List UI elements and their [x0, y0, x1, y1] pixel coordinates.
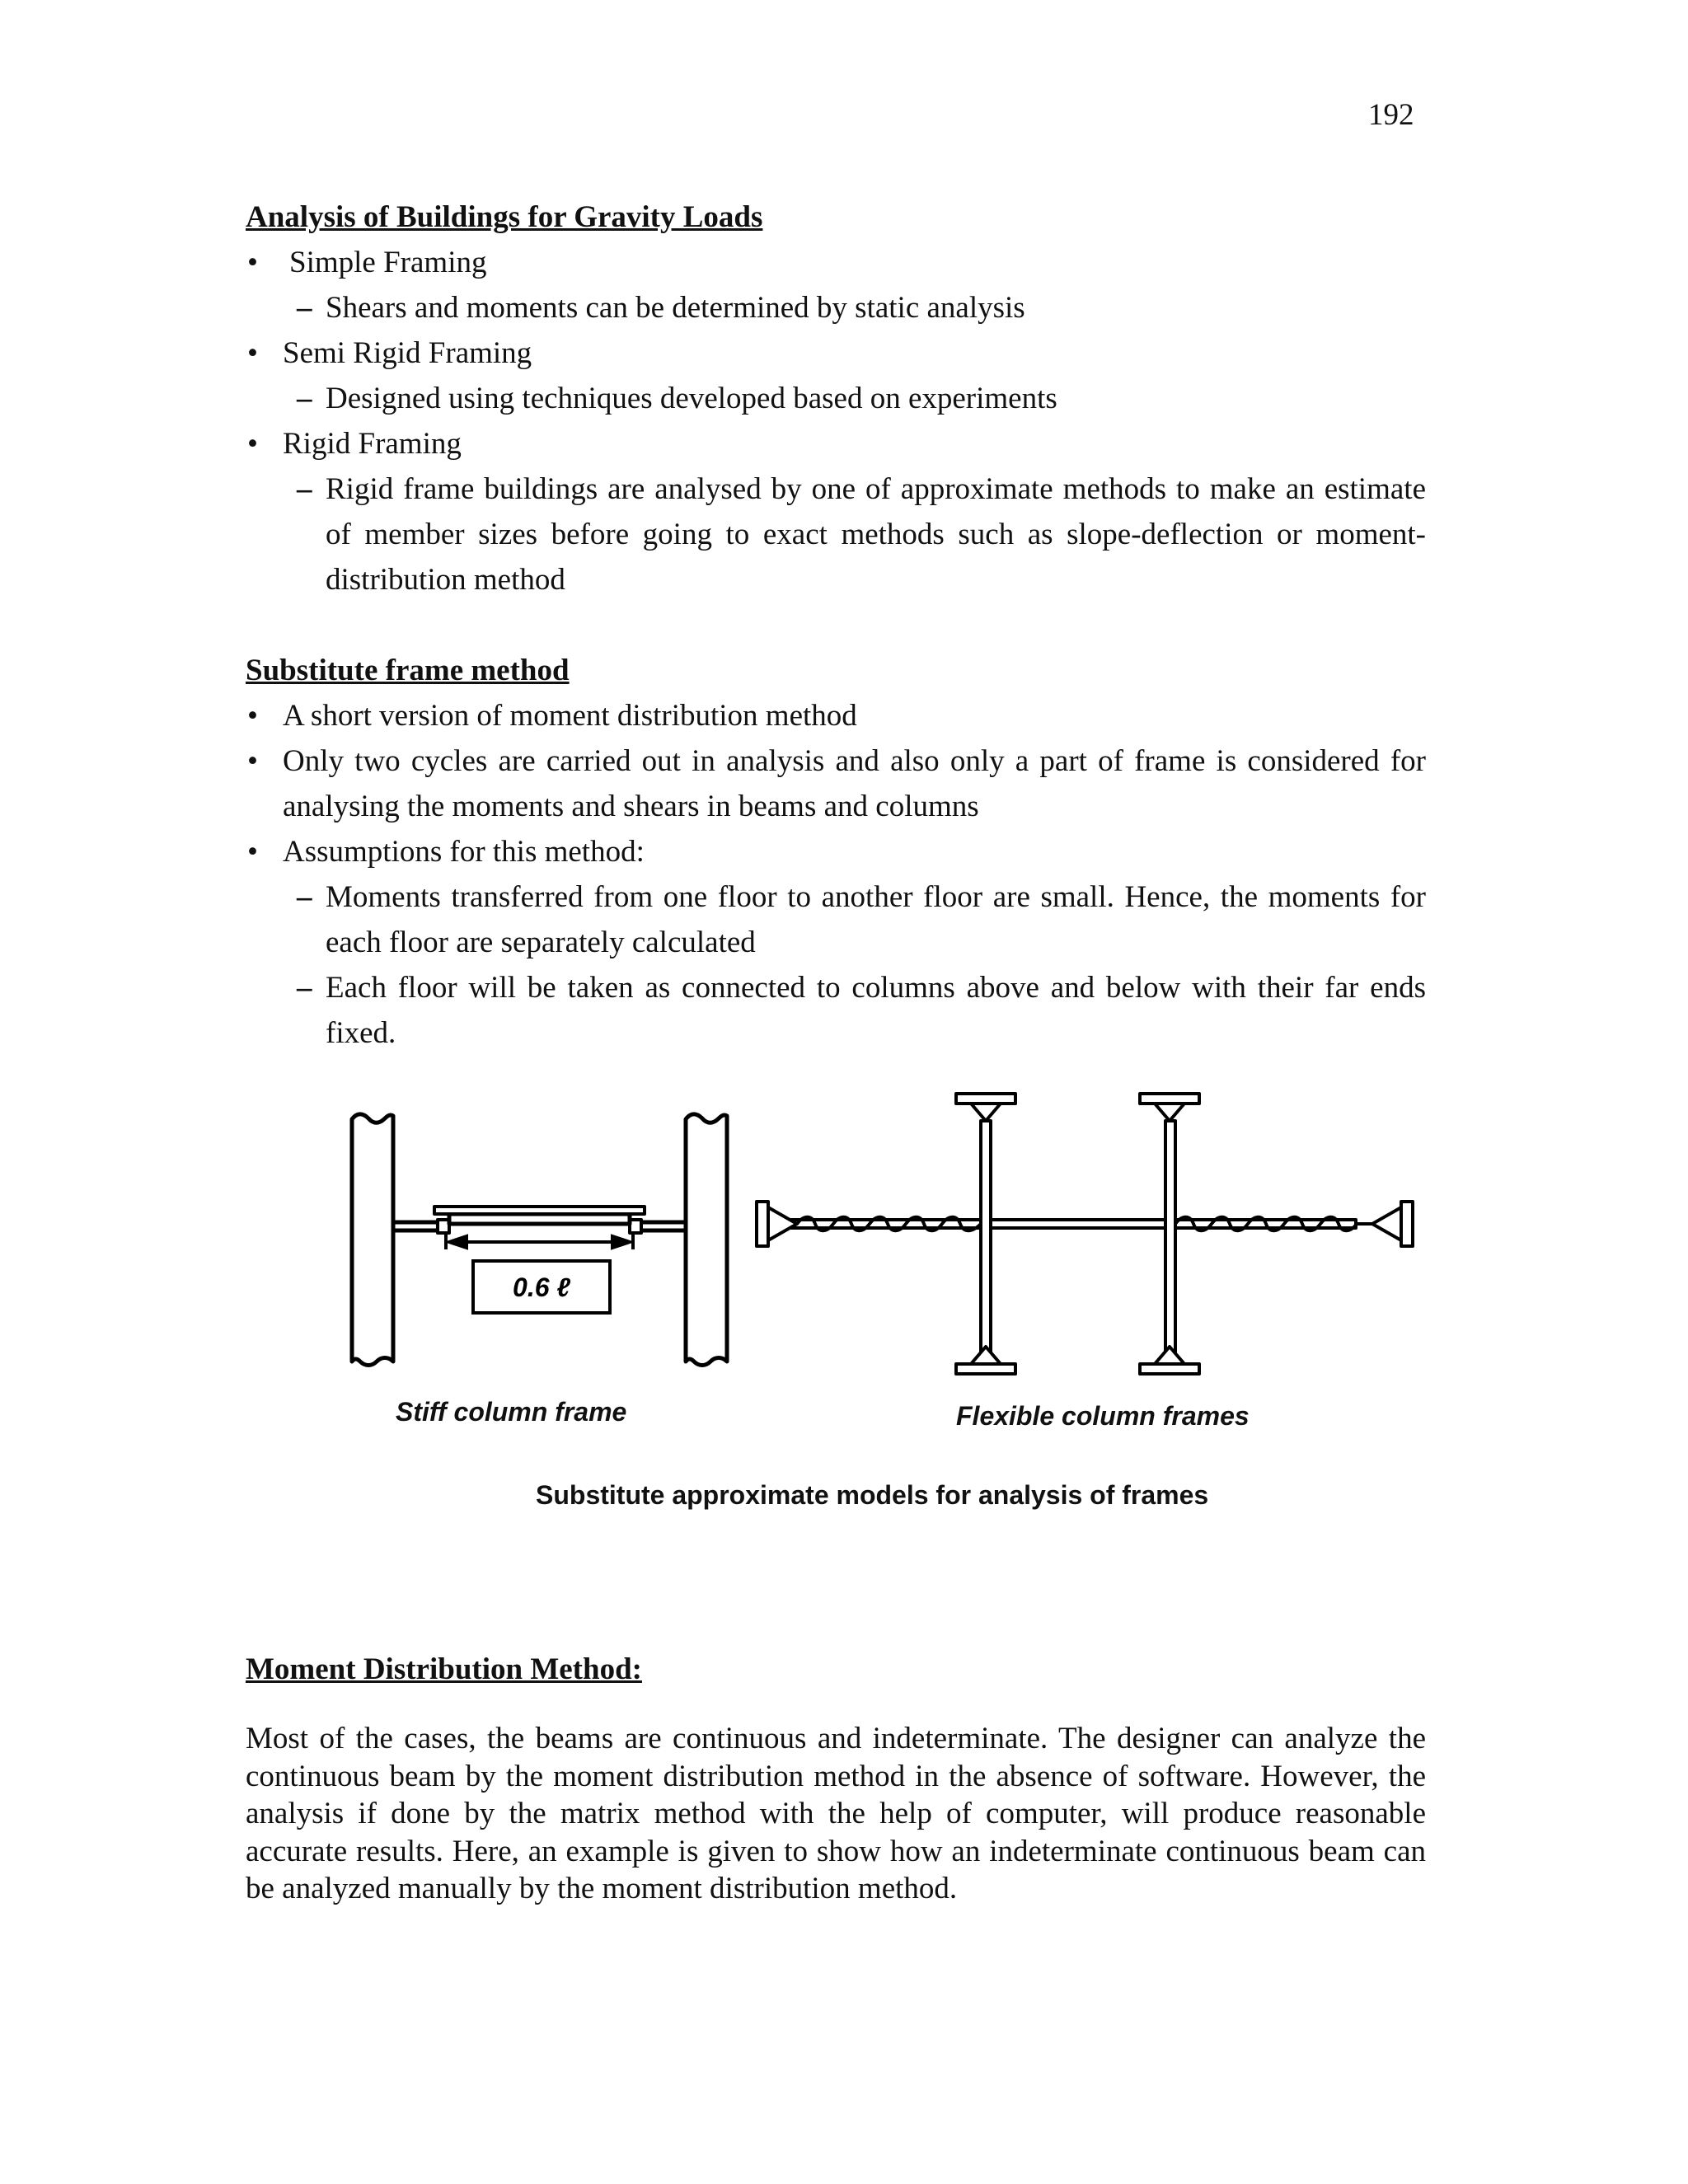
caption-flexible-column: Flexible column frames	[956, 1401, 1250, 1431]
fixed-support	[757, 1202, 768, 1246]
flexible-column-right	[1165, 1121, 1175, 1366]
sub-item: – Moments transferred from one floor to another floor are small. Hence, the moments for each floor are separately calculated	[246, 874, 1426, 965]
bullet-item: • Semi Rigid Framing	[246, 330, 1426, 376]
support-triangle	[1155, 1104, 1184, 1121]
beam-central-top	[434, 1207, 645, 1214]
section-gravity-loads	[246, 194, 1426, 602]
section-heading: Moment Distribution Method:	[246, 1652, 642, 1686]
page-number: 192	[1368, 98, 1414, 132]
bullet-item: • Only two cycles are carried out in analysis and also only a part of frame is considered for analysing the moments and shears in beams and columns	[246, 738, 1426, 829]
fixed-support	[1401, 1202, 1413, 1246]
paragraph: Most of the cases, the beams are continuous and indeterminate. The designer can analyze the continuous beam by the moment distribution method in the absence of software. However, the analysis if done by the matrix method with the help of computer, will produce reasonable accurate results. Here, an example is given to show how an indeterminate continuous beam can be analyzed manually by the moment distribution method.	[246, 1722, 1426, 1905]
support-triangle	[1155, 1347, 1184, 1364]
dimension-arrow	[612, 1236, 630, 1248]
dimension-arrow	[449, 1236, 467, 1248]
section-substitute-frame	[246, 648, 1426, 1056]
support-triangle	[971, 1347, 1001, 1364]
stiff-column-right	[686, 1114, 727, 1366]
support-triangle	[971, 1104, 1001, 1121]
frame-diagram	[0, 1071, 1688, 1385]
flexible-column-left	[981, 1121, 991, 1366]
beam-right-stub	[640, 1222, 686, 1230]
figure-title: Substitute approximate models for analysis of frames	[536, 1480, 1209, 1510]
section-moment-distribution	[246, 1647, 1426, 1908]
section-heading: Substitute frame method	[246, 654, 570, 687]
sub-item: – Shears and moments can be determined by static analysis	[246, 285, 1426, 330]
bullet-item: • Simple Framing	[246, 240, 1426, 285]
caption-stiff-column: Stiff column frame	[396, 1397, 627, 1427]
span-label: 0.6 ℓ	[513, 1272, 570, 1302]
sub-item: – Each floor will be taken as connected to columns above and below with their far ends fixed.	[246, 965, 1426, 1056]
stiff-column-left	[352, 1114, 393, 1366]
flexible-beam	[791, 1220, 1356, 1228]
support-triangle	[768, 1207, 797, 1240]
support-triangle	[1372, 1207, 1401, 1240]
bullet-item: • Rigid Framing	[246, 421, 1426, 466]
bullet-item: • Assumptions for this method:	[246, 829, 1426, 874]
bullet-item: • A short version of moment distribution method	[246, 693, 1426, 738]
section-heading: Analysis of Buildings for Gravity Loads	[246, 200, 763, 234]
sub-item: – Rigid frame buildings are analysed by one of approximate methods to make an estimate of member sizes before going to exact methods such as slope-deflection or moment-distribution method	[246, 466, 1426, 602]
sub-item: – Designed using techniques developed based on experiments	[246, 376, 1426, 421]
beam-left-stub	[393, 1222, 438, 1230]
